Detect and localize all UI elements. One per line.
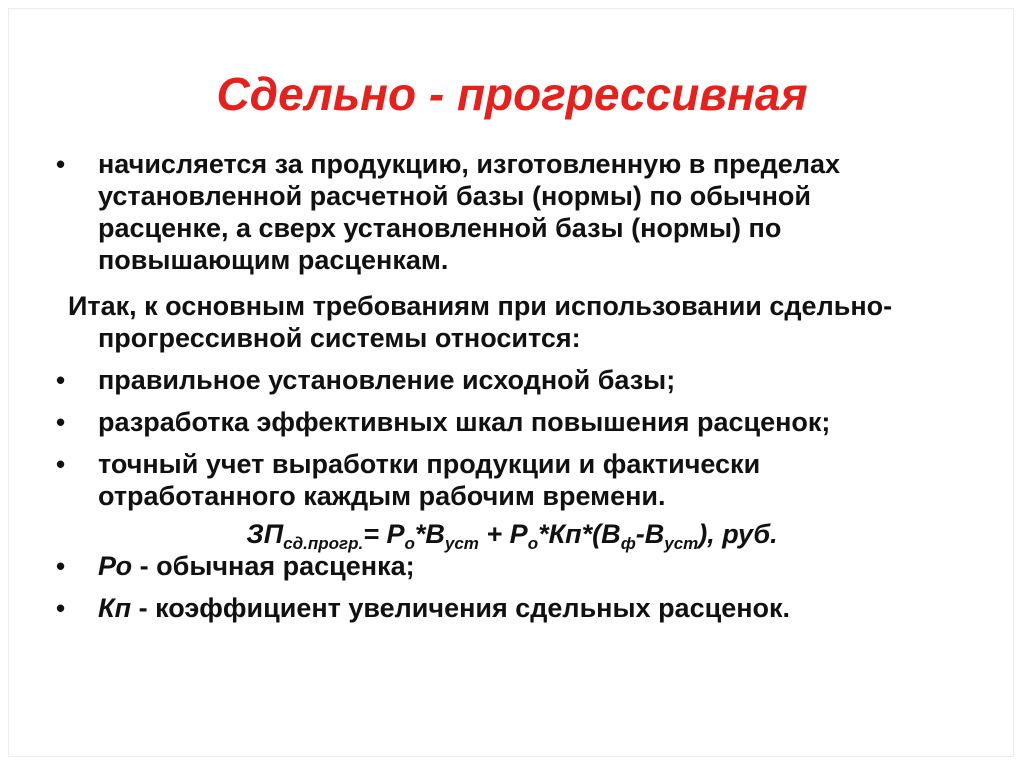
formula-subscript: уст xyxy=(444,534,479,553)
formula-part: *Кп*(В xyxy=(538,519,621,549)
formula-subscript: уст xyxy=(664,534,699,553)
formula-part: ), руб. xyxy=(698,519,778,549)
list-item-text: начисляется за продукцию, изготовленную в пределах установленной расчетной базы (нормы) по обычной расценке, а сверх установленной базы (нормы) по повышающим расценкам. xyxy=(98,149,841,275)
list-item-definition-kp xyxy=(0,592,918,624)
bullet-icon: • xyxy=(56,551,66,581)
definition-text: - обычная расценка; xyxy=(132,551,415,581)
requirements-intro: Итак, к основным требованиям при использовании сдельно-прогрессивной системы относится: xyxy=(68,291,893,353)
definition-term: Кп xyxy=(98,593,132,623)
list-item-accrual xyxy=(0,148,918,276)
list-item-scales xyxy=(0,406,918,438)
bullet-icon: • xyxy=(56,149,66,179)
bullet-icon: • xyxy=(56,365,66,395)
formula-part: *В xyxy=(414,519,445,549)
list-item-text: разработка эффективных шкал повышения расценок; xyxy=(98,407,831,437)
formula-subscript: о xyxy=(527,534,539,553)
list-item-base xyxy=(0,364,918,396)
formula-part: -В xyxy=(635,519,665,549)
list-item-text: правильное установление исходной базы; xyxy=(98,365,676,395)
formula-subscript: сд.прогр. xyxy=(283,534,364,553)
formula-lhs: ЗП xyxy=(246,519,284,549)
bullet-icon: • xyxy=(56,593,66,623)
list-item-accounting xyxy=(0,448,918,512)
formula-part: + Р xyxy=(478,519,528,549)
definition-term: Ро xyxy=(98,551,133,581)
formula-part: = Р xyxy=(363,519,405,549)
wage-formula xyxy=(0,518,1024,553)
bullet-icon: • xyxy=(56,449,66,479)
bullet-icon: • xyxy=(56,407,66,437)
list-item-text: точный учет выработки продукции и фактически отработанного каждым рабочим времени. xyxy=(98,449,761,511)
formula-subscript: ф xyxy=(620,534,636,553)
slide-title: Сдельно - прогрессивная xyxy=(216,68,808,120)
formula-subscript: о xyxy=(404,534,415,553)
list-item-definition-ro xyxy=(0,550,918,582)
slide-body xyxy=(0,148,1024,624)
definition-text: - коэффициент увеличения сдельных расценок. xyxy=(131,593,791,623)
